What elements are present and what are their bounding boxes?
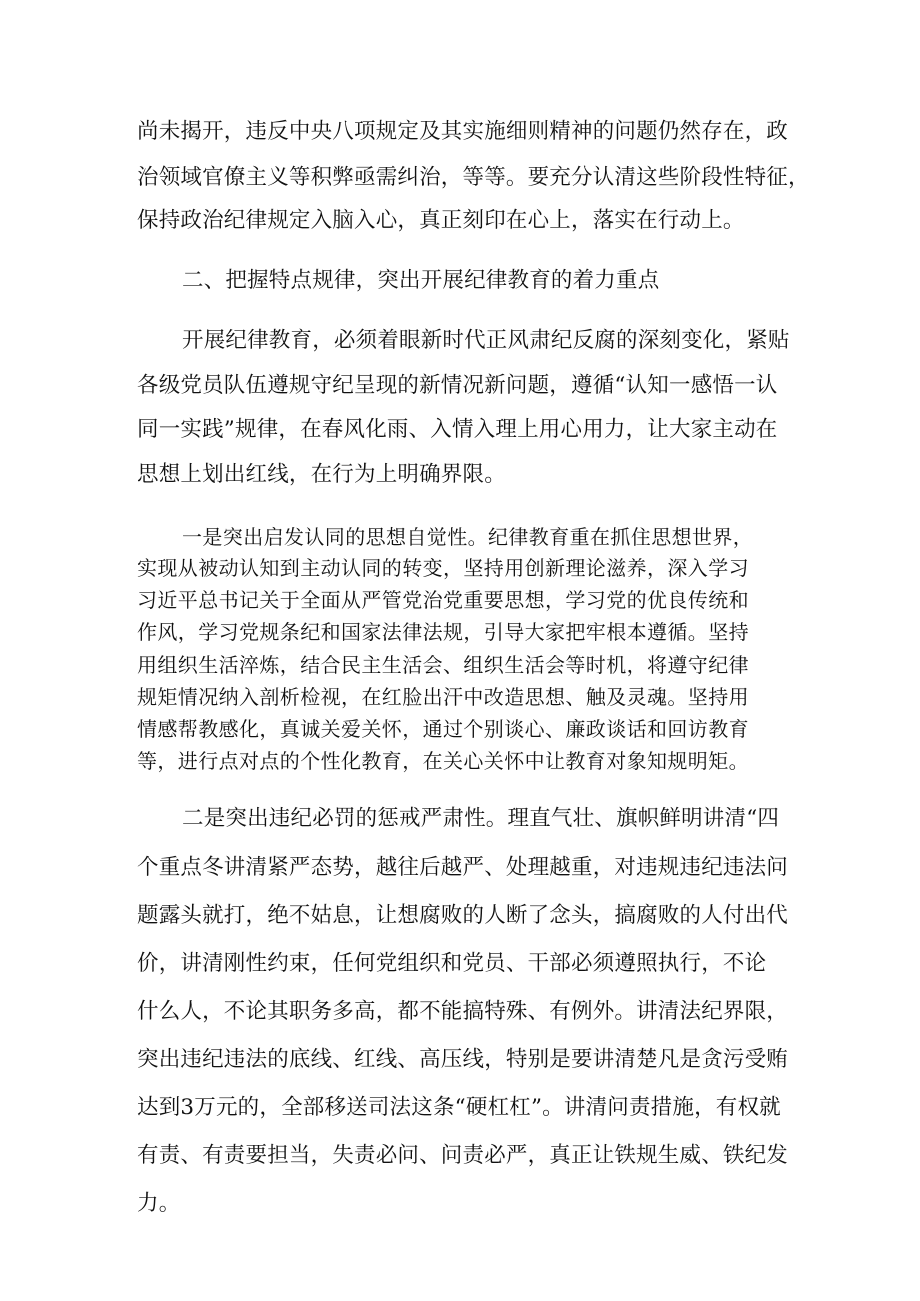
paragraph-1-line-1: 尚未揭开，违反中央八项规定及其实施细则精神的问题仍然存在，政 [137,119,789,144]
paragraph-3-line-4: 作风，学习党规条纪和国家法律法规，引导大家把牢根本遵循。坚持 [137,620,749,644]
paragraph-3-line-5: 用组织生活淬炼，结合民主生活会、组织生活会等时机，将遵守纪律 [137,653,749,677]
paragraph-3-line-6: 规矩情况纳入剖析检视，在红脸出汗中改造思想、触及灵魂。坚持用 [137,685,749,709]
paragraph-4-line-3: 题露头就打，绝不姑息，让想腐败的人断了念头，搞腐败的人付出代 [137,903,789,928]
paragraph-4-line-5: 什么人，不论其职务多高，都不能搞特殊、有例外。讲清法纪界限， [137,999,789,1024]
paragraph-4-line-8: 有责、有责要担当，失责必问、问责必严，真正让铁规生威、铁纪发 [137,1143,789,1168]
paragraph-4-line-4: 价，讲清刚性约束，任何党组织和党员、干部必须遵照执行，不论 [137,951,767,976]
paragraph-2-line-2: 各级党员队伍遵规守纪呈现的新情况新问题，遵循“认知一感悟一认 [137,373,778,398]
paragraph-3-line-7: 情感帮教感化，真诚关爱关怀，通过个别谈心、廉政谈话和回访教育 [137,717,749,741]
paragraph-1-line-3: 保持政治纪律规定入脑入心，真正刻印在心上，落实在行动上。 [137,208,745,233]
paragraph-3-line-8: 等，进行点对点的个性化教育，在关心关怀中让教育对象知规明矩。 [137,749,749,773]
paragraph-4-line-2: 个重点冬讲清紧严态势，越往后越严、处理越重，对违规违纪违法问 [137,855,789,880]
paragraph-4-line-9: 力。 [137,1191,181,1216]
paragraph-4-line-7: 达到3万元的，全部移送司法这条“硬杠杠”。讲清问责措施，有权就 [137,1095,781,1120]
paragraph-1-line-2: 治领域官僚主义等积弊亟需纠治，等等。要充分认清这些阶段性特征， [137,165,810,190]
section-heading: 二、把握特点规律，突出开展纪律教育的着力重点 [182,268,660,293]
paragraph-3-line-1: 一是突出启发认同的思想自觉性。纪律教育重在抓住思想世界， [182,525,754,549]
paragraph-2-line-1: 开展纪律教育，必须着眼新时代正风肃纪反腐的深刻变化，紧贴 [182,328,790,353]
paragraph-2-line-3: 同一实践”规律，在春风化雨、入情入理上用心用力，让大家主动在 [137,417,778,442]
paragraph-4-line-1: 二是突出违纪必罚的惩戒严肃性。理直气壮、旗帜鲜明讲清“四 [182,806,780,831]
paragraph-3-line-3: 习近平总书记关于全面从严管党治党重要思想，学习党的优良传统和 [137,588,749,612]
paragraph-4-line-6: 突出违纪违法的底线、红线、高压线，特别是要讲清楚凡是贪污受贿 [137,1047,789,1072]
paragraph-3-line-2: 实现从被动认知到主动认同的转变，坚持用创新理论滋养，深入学习 [137,556,749,580]
paragraph-2-line-4: 思想上划出红线，在行为上明确界限。 [137,462,506,487]
